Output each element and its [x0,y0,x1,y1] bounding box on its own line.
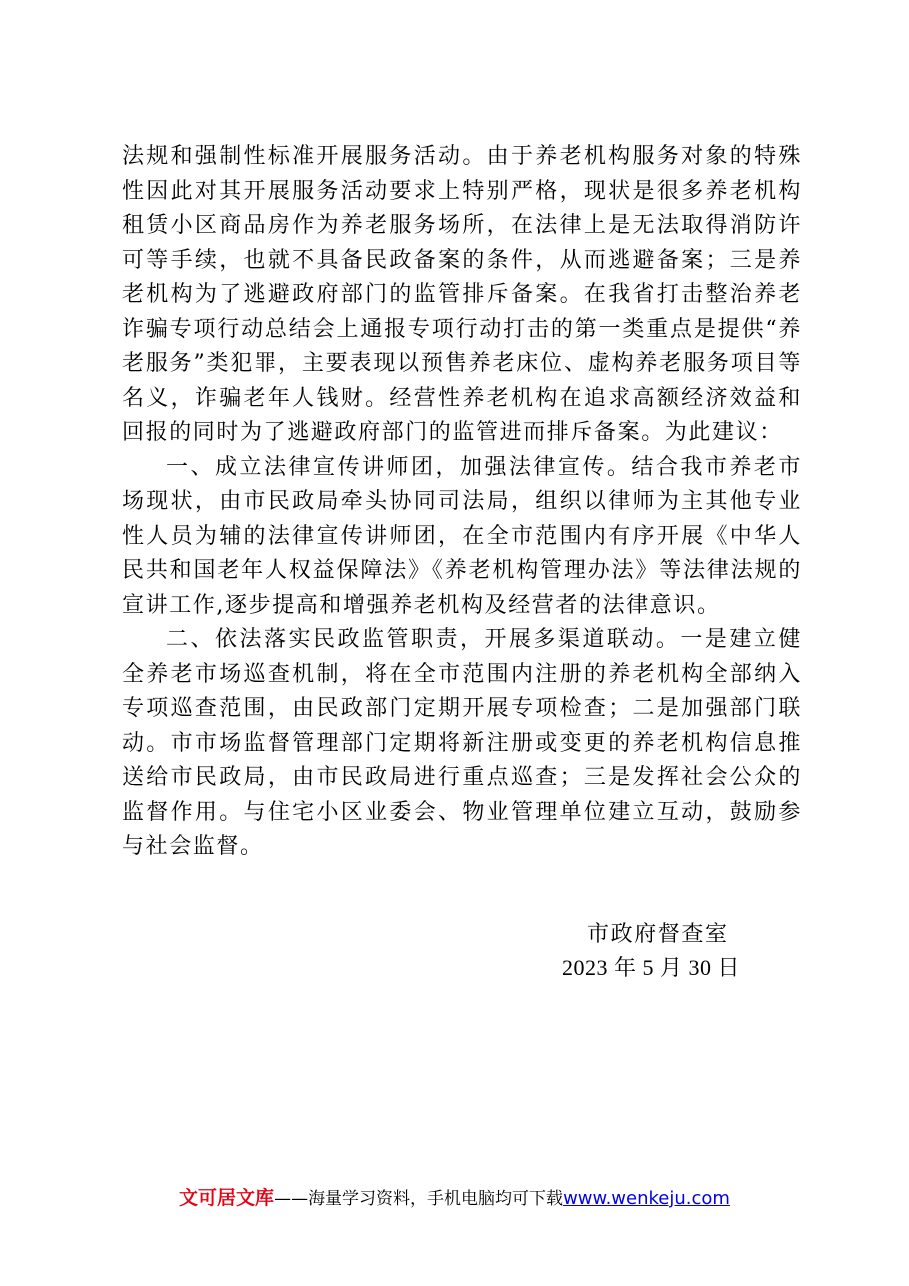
footer-slogan: 海量学习资料，手机电脑均可下载 [308,1189,564,1209]
signature-organization: 市政府督查室 [587,922,729,947]
footer-brand: 文可居文库 [179,1187,275,1209]
paragraph-recommendation-1: 一、成立法律宣传讲师团，加强法律宣传。结合我市养老市场现状，由市民政局牵头协同司法局，组织以律师为主其他专业性人员为辅的法律宣传讲师团，在全市范围内有序开展《中华人民共和国老年人权益保障法》《养老机构管理办法》等法律法规的宣讲工作,逐步提高和增强养老机构及经营者的法律意识。 [122,454,802,618]
signature-date: 2023 年 5 月 30 日 [562,955,741,980]
footer-dash: —— [274,1189,309,1209]
footer-banner [0,1183,909,1210]
paragraph-recommendation-2: 二、依法落实民政监管职责，开展多渠道联动。一是建立健全养老市场巡查机制，将在全市范围内注册的养老机构全部纳入专项巡查范围，由民政部门定期开展专项检查；二是加强部门联动。市市场监督管理部门定期将新注册或变更的养老机构信息推送给市民政局，由市民政局进行重点巡查；三是发挥社会公众的监督作用。与住宅小区业委会、物业管理单位建立互动，鼓励参与社会监督。 [122,627,802,859]
document-body [122,140,802,865]
footer-url-link[interactable]: www.wenkeju.com [563,1188,730,1209]
paragraph-intro: 法规和强制性标准开展服务活动。由于养老机构服务对象的特殊性因此对其开展服务活动要求上特别严格，现状是很多养老机构租赁小区商品房作为养老服务场所，在法律上是无法取得消防许可等手续，也就不具备民政备案的条件，从而逃避备案；三是养老机构为了逃避政府部门的监管排斥备案。在我省打击整治养老诈骗专项行动总结会上通报专项行动打击的第一类重点是提供“养老服务”类犯罪，主要表现以预售养老床位、虚构养老服务项目等名义，诈骗老年人钱财。经营性养老机构在追求高额经济效益和回报的同时为了逃避政府部门的监管进而排斥备案。为此建议： [122,144,802,445]
